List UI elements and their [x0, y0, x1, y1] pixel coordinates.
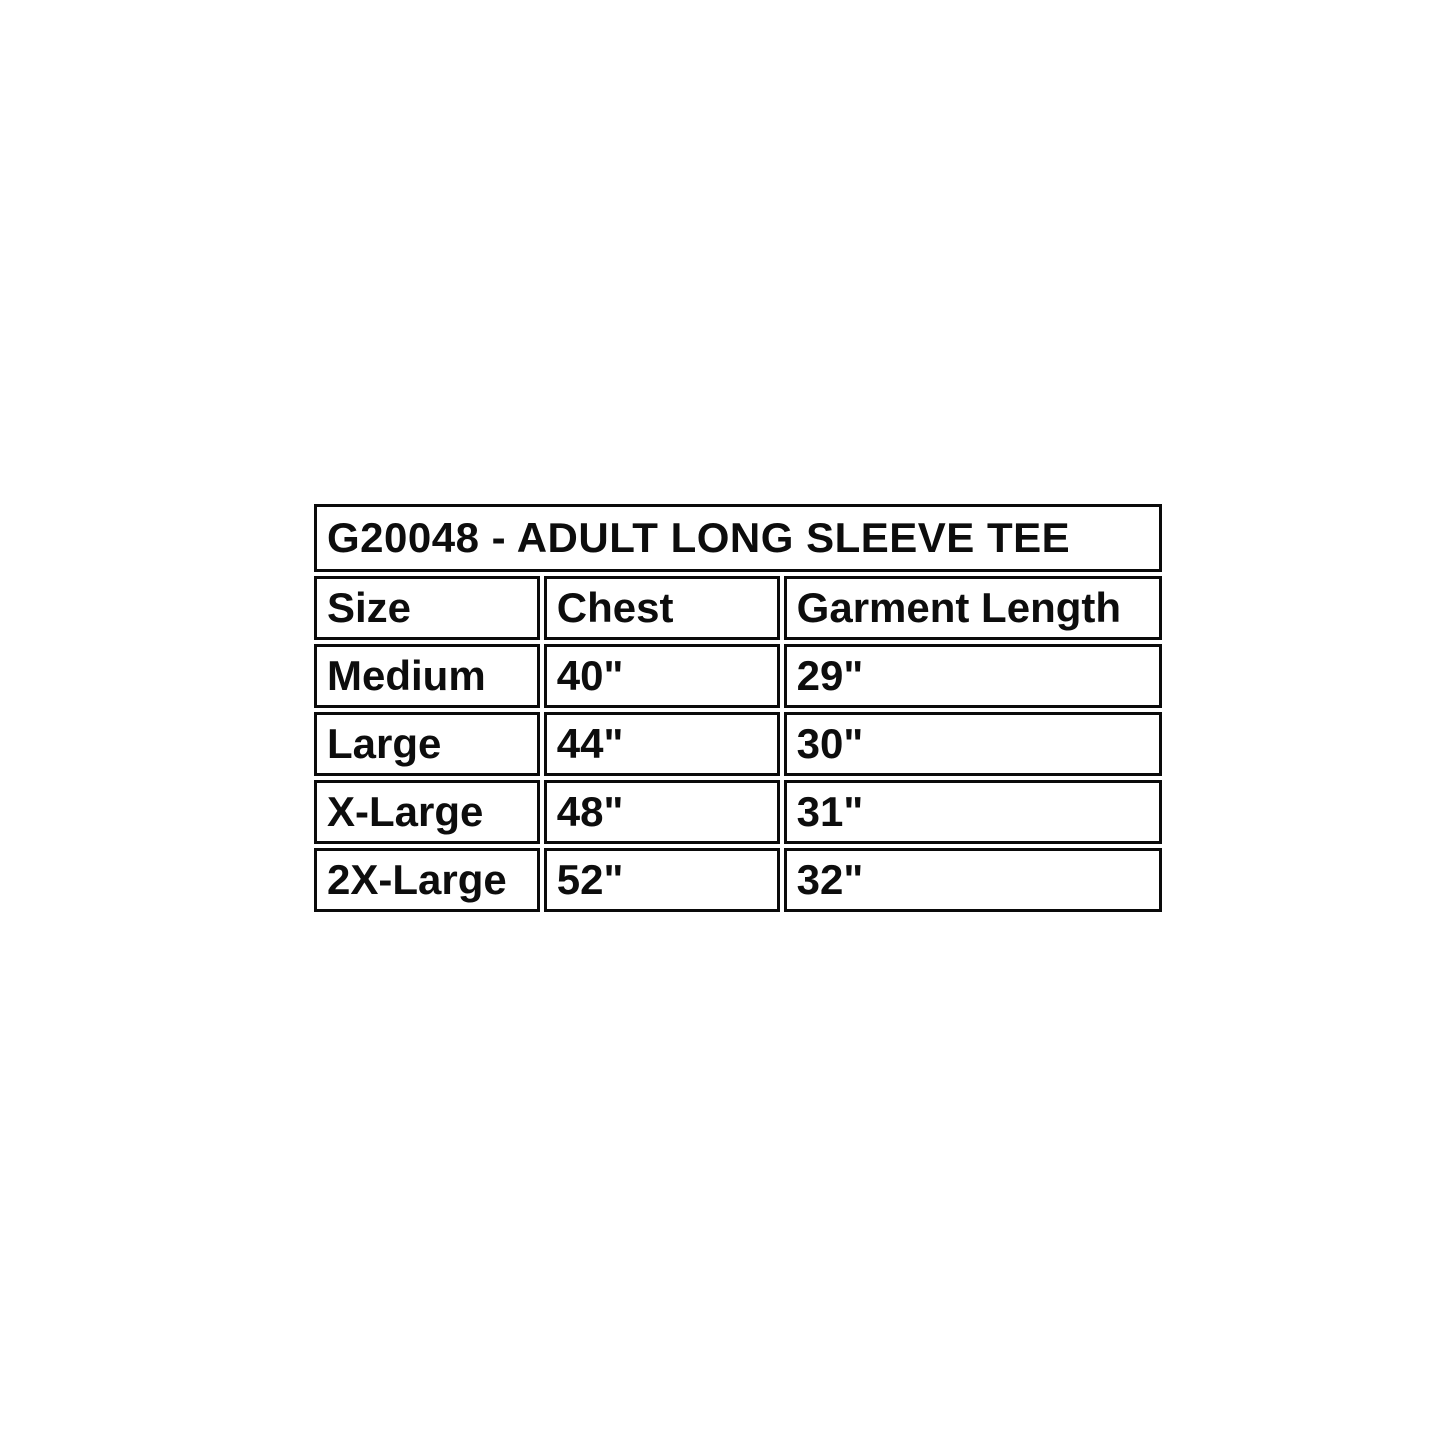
cell-garment-length: 31" [784, 780, 1162, 844]
cell-size: Medium [314, 644, 540, 708]
size-chart [310, 500, 1166, 916]
cell-chest: 44" [544, 712, 780, 776]
cell-chest: 52" [544, 848, 780, 912]
cell-chest: 40" [544, 644, 780, 708]
table-row [314, 848, 1162, 912]
size-chart-table [310, 500, 1166, 916]
cell-chest: 48" [544, 780, 780, 844]
table-title: G20048 - ADULT LONG SLEEVE TEE [314, 504, 1162, 572]
cell-size: 2X-Large [314, 848, 540, 912]
cell-garment-length: 30" [784, 712, 1162, 776]
cell-size: Large [314, 712, 540, 776]
cell-garment-length: 29" [784, 644, 1162, 708]
table-row [314, 712, 1162, 776]
table-row [314, 644, 1162, 708]
header-row [314, 576, 1162, 640]
header-garment-length: Garment Length [784, 576, 1162, 640]
cell-size: X-Large [314, 780, 540, 844]
table-row [314, 780, 1162, 844]
header-chest: Chest [544, 576, 780, 640]
cell-garment-length: 32" [784, 848, 1162, 912]
header-size: Size [314, 576, 540, 640]
title-row [314, 504, 1162, 572]
